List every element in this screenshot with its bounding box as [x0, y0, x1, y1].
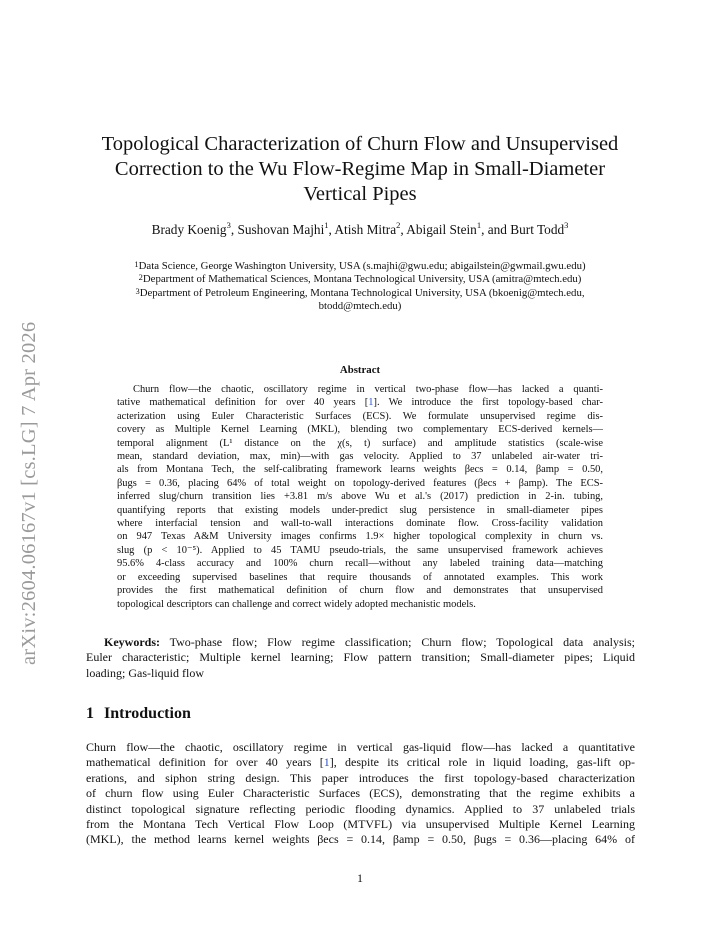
intro-line: Churn flow—the chaotic, oscillatory regime in vertical gas-liquid flow—has lacked a quantitative [86, 740, 635, 754]
intro-line: mathematical definition for over 40 years [1], despite its critical role in liquid loading, gas-lift op- [86, 755, 636, 770]
abstract-line: Churn flow—the chaotic, oscillatory regime in vertical two-phase flow—has lacked a quanti- [133, 384, 603, 395]
intro-line: (MKL), the method learns kernel weights βecs = 0.14, βamp = 0.50, βugs = 0.36—placing 64% of [86, 832, 635, 847]
author-affil-mark: 1 [324, 220, 329, 230]
section-number: 1 [86, 705, 94, 722]
affiliation-text: btodd@mtech.edu) [318, 300, 402, 313]
arxiv-identifier: arXiv:2604.06167v1 [cs.LG] 7 Apr 2026 [18, 321, 40, 665]
author-name: , Abigail Stein [400, 222, 477, 237]
keywords-label: Keywords: [104, 635, 160, 649]
paper-title [60, 132, 660, 207]
affiliations [60, 260, 660, 314]
page-number: 1 [357, 871, 363, 885]
intro-line: from the Montana Tech Vertical Flow Loop (MTVFL) via unsupervised Multiple Kernel Learning [86, 817, 635, 832]
author-affil-mark: 1 [476, 220, 482, 230]
author-name: Brady Koenig [151, 222, 227, 237]
abstract-line: acterization using Euler Characteristic Surfaces (ECS). We formulate unsupervised regime dis- [117, 410, 603, 422]
abstract-line: covery as Multiple Kernel Learning (MKL), blending two complementary ECS-derived kernels— [117, 424, 603, 436]
abstract-line: slug (p < 10⁻⁵). Applied to 45 TAMU pseudo-trials, the same unsupervised framework achieves [117, 544, 603, 556]
keywords-line: loading; Gas-liquid flow [86, 665, 204, 680]
keywords-line [86, 635, 635, 650]
section-title: Introduction [104, 705, 191, 722]
abstract-body [117, 383, 603, 611]
affiliation-text: Department of Mathematical Sciences, Montana Technological University, USA (amitra@mtech.edu) [142, 273, 582, 286]
abstract-line: on 947 Texas A&M University images confirms 1.9× higher topological complexity in churn vs. [117, 531, 603, 543]
abstract-heading: Abstract [339, 364, 381, 376]
abstract-line: mean, standard deviation, max, min)—with gas velocity. Applied to 37 unlabeled air-water tri- [117, 451, 603, 463]
author-affil-mark: 3 [226, 220, 231, 230]
affil-mark: 2 [138, 272, 143, 283]
keywords-block [86, 635, 635, 681]
author-name: , Sushovan Majhi [230, 222, 325, 237]
citation-link[interactable]: 1 [368, 397, 374, 409]
affiliation-line [60, 300, 660, 313]
affil-mark: 1 [134, 259, 139, 269]
author-name: , and Burt Todd [481, 222, 565, 237]
author-name: , Atish Mitra [328, 222, 397, 237]
abstract-line: tative mathematical definition for over 40 years [1]. We introduce the first topology-based char- [117, 397, 604, 409]
author-affil-mark: 2 [396, 220, 401, 230]
abstract-line: 95.6% 4-class accuracy and 100% churn recall—without any labeled training data—matching [117, 558, 603, 570]
abstract-line: temporal alignment (L¹ distance on the χ(s, t) surface) and amplitude statistics (scale-wise [117, 437, 603, 449]
citation-link[interactable]: 1 [323, 755, 330, 770]
abstract-line: βugs = 0.36, placing 64% of total weight on topology-derived features (βecs + βamp). The ECS- [117, 477, 603, 489]
affiliation-line [60, 287, 660, 300]
abstract-line: provides the first mathematical definition of churn flow and demonstrates that unsupervised [117, 585, 603, 597]
abstract-line: inferred slug/churn transition lies +3.81 m/s above Wu et al.'s (2017) prediction in 2-in. tubing, [117, 491, 603, 503]
affiliation-text: Department of Petroleum Engineering, Montana Technological University, USA (bkoenig@mtech.edu, [139, 286, 585, 299]
affiliation-line [60, 260, 660, 273]
abstract-line: topological descriptors can challenge and correct widely adopted mechanistic models. [117, 598, 476, 610]
intro-line: distinct topological signature reflecting periodic flooding dynamics. Applied to 37 unlabeled trials [86, 801, 635, 816]
keywords-text: Two-phase flow; Flow regime classification; Churn flow; Topological data analysis; [160, 635, 635, 649]
abstract-line: quantifying reports that existing models under-predict slug persistence in small-diameter pipes [117, 504, 603, 516]
author-list [60, 222, 660, 238]
section-heading [86, 705, 191, 723]
affil-mark: 3 [135, 285, 140, 296]
intro-line: erations, and siphon string design. This paper introduces the first topology-based characterization [86, 770, 635, 785]
intro-line: of churn flow using Euler Characteristic Surfaces (ECS), demonstrating that the regime exhibits a [86, 786, 635, 801]
introduction-body [86, 740, 635, 848]
affiliation-text: Data Science, George Washington University, USA (s.majhi@gwu.edu; abigailstein@gwmail.gwu.edu) [138, 260, 586, 272]
title-line: Topological Characterization of Churn Flow and Unsupervised [101, 133, 619, 155]
abstract-line: als from Montana Tech, the self-calibrating framework learns weights βecs = 0.14, βamp = 0.50, [117, 464, 603, 476]
keywords-line: Euler characteristic; Multiple kernel learning; Flow pattern transition; Small-diameter pipes; Liquid [86, 650, 635, 665]
title-line: Correction to the Wu Flow-Regime Map in Small-Diameter [114, 158, 606, 180]
abstract-line: where interfacial tension and wall-to-wall interactions dominate flow. Cross-facility validation [117, 518, 603, 530]
affiliation-line [60, 273, 660, 286]
abstract-line: or exceeding supervised baselines that require thousands of annotated examples. This work [117, 571, 603, 583]
title-line: Vertical Pipes [303, 183, 417, 205]
author-affil-mark: 3 [564, 220, 569, 230]
